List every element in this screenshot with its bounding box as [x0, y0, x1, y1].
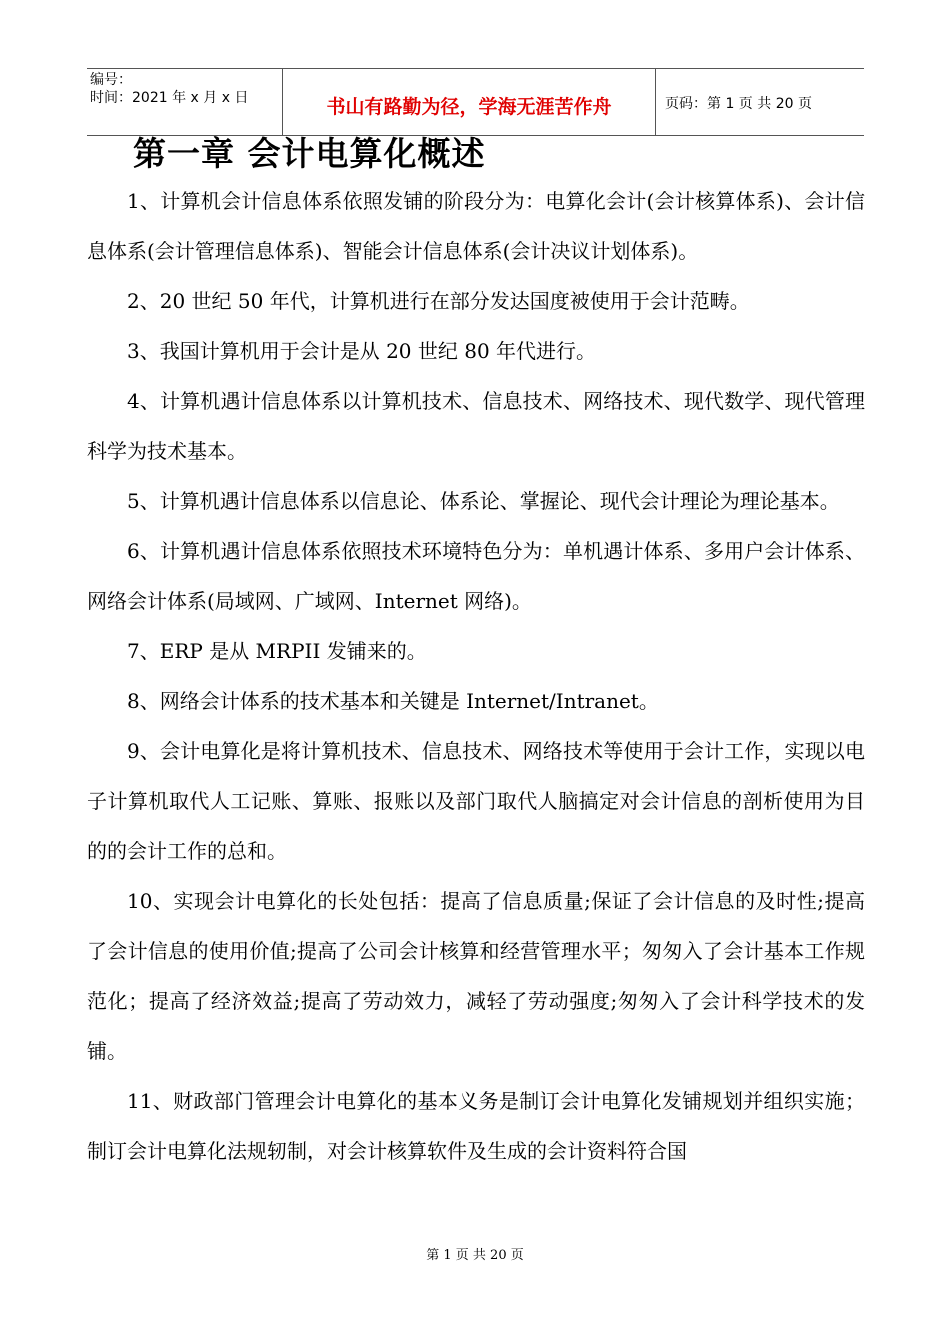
paragraph: 9、会计电算化是将计算机技术、信息技术、网络技术等使用于会计工作，实现以电子计算机取代人工记账、算账、报账以及部门取代人脑搞定对会计信息的剖析使用为目的的会计工作的总和。 [87, 739, 865, 863]
header-motto: 书山有路勤为径，学海无涯苦作舟 [326, 95, 612, 118]
paragraph: 2、20 世纪 50 年代，计算机进行在部分发达国度被使用于会计范畴。 [127, 289, 750, 313]
paragraph: 5、计算机遇计信息体系以信息论、体系论、掌握论、现代会计理论为理论基本。 [127, 489, 840, 513]
paragraph: 1、计算机会计信息体系依照发铺的阶段分为：电算化会计(会计核算体系)、会计信息体系(会计管理信息体系)、智能会计信息体系(会计决议计划体系)。 [87, 189, 865, 263]
paragraph: 3、我国计算机用于会计是从 20 世纪 80 年代进行。 [127, 339, 597, 363]
chapter-title: 第一章 会计电算化概述 [133, 134, 486, 173]
paragraph: 6、计算机遇计信息体系依照技术环境特色分为：单机遇计体系、多用户会计体系、网络会计体系(局域网、广域网、Internet 网络)。 [87, 539, 865, 613]
header-meta [90, 71, 248, 107]
date-line: 时间：2021 年 x 月 x 日 [90, 90, 249, 106]
page-footer: 第 1 页 共 20 页 [426, 1248, 524, 1263]
paragraph: 4、计算机遇计信息体系以计算机技术、信息技术、网络技术、现代数学、现代管理科学为技术基本。 [87, 389, 865, 463]
number-label: 编号： [90, 72, 132, 88]
paragraph: 8、网络会计体系的技术基本和关键是 Internet/Intranet。 [127, 689, 659, 713]
document-body [87, 176, 865, 1176]
page-header [87, 68, 864, 136]
header-divider [655, 69, 656, 135]
paragraph: 11、财政部门管理会计电算化的基本义务是制订会计电算化发铺规划并组织实施；制订会计电算化法规轫制，对会计核算软件及生成的会计资料符合国 [87, 1089, 865, 1163]
header-page-info: 页码：第 1 页 共 20 页 [665, 96, 812, 112]
paragraph: 10、实现会计电算化的长处包括：提高了信息质量;保证了会计信息的及时性;提高了会计信息的使用价值;提高了公司会计核算和经营管理水平；匆匆入了会计基本工作规范化；提高了经济效益;提高了劳动效力，减轻了劳动强度;匆匆入了会计科学技术的发铺。 [87, 889, 865, 1063]
paragraph: 7、ERP 是从 MRPII 发铺来的。 [127, 639, 427, 663]
